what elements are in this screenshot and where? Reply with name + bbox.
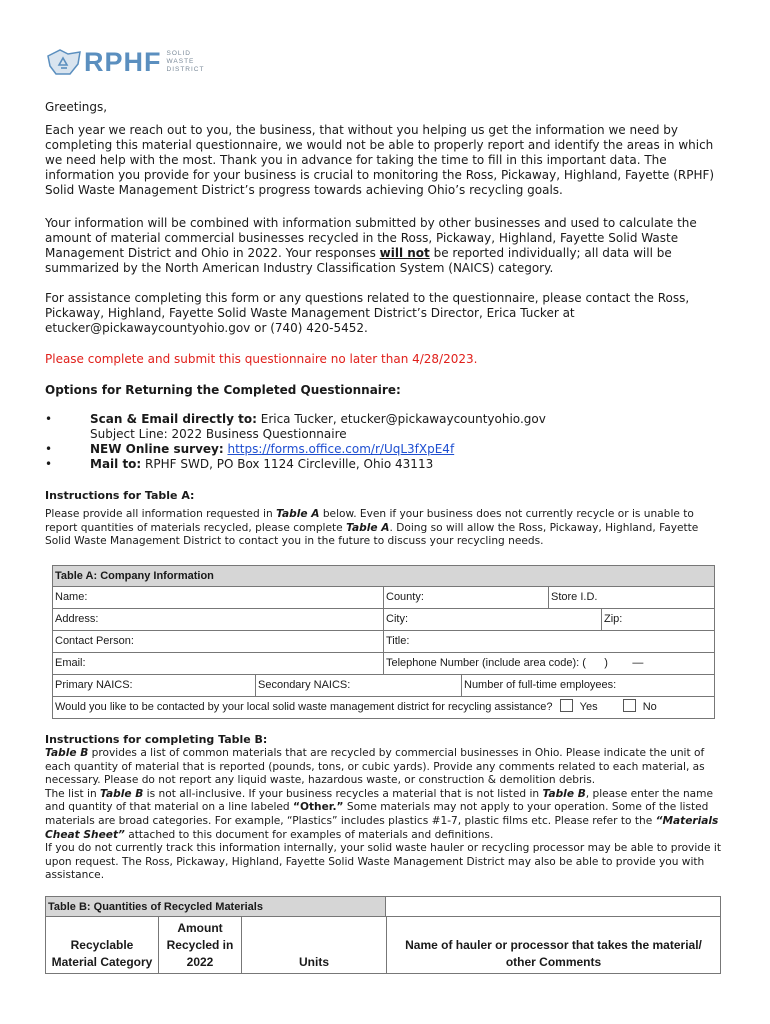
list-item: Subject Line: 2022 Business Questionnaire (90, 427, 347, 441)
deadline-notice: Please complete and submit this questionnaire no later than 4/28/2023. (45, 352, 478, 366)
list-item: • Scan & Email directly to: Erica Tucker, etucker@pickawaycountyohio.gov (45, 412, 546, 426)
instructions-b-text: Table B provides a list of common materials that are recycled by commercial businesses in Ohio. Please indicate the unit of each quantity of material that is reported (pounds, tons, or cubic yards). Provide any comments related to each material, as necessary. Please do not report any liquid waste, hazardous waste, or construction & demolition debris. The list in Table B is not all-inclusive. If your business recycles a material that is not listed in Table B, please enter the name and quantity of that material on a line labeled “Other.” Some materials may not apply to your operation. Some of the listed materials are broad categories. For example, “Plastics” includes plastics #1-7, plastic films etc. Please refer to the “Materials Cheat Sheet” attached to this document for examples of materials and definitions. If you do not currently track this information internally, your solid waste hauler or recycling processor may be able to provide it upon request. The Ross, Pickaway, Highland, Fayette Solid Waste Management District may also be able to provide you with assistance. (45, 747, 721, 882)
return-options-list (45, 412, 546, 472)
instructions-a-heading: Instructions for Table A: (45, 489, 195, 502)
primary-naics-field[interactable]: Primary NAICS: (55, 679, 133, 691)
county-field[interactable]: County: (383, 587, 548, 608)
secondary-naics-field[interactable]: Secondary NAICS: (255, 675, 461, 696)
col-units: Units (241, 917, 386, 973)
district-logo (46, 46, 204, 78)
col-hauler-comments: Name of hauler or processor that takes the material/ other Comments (386, 917, 720, 973)
table-b-title: Table B: Quantities of Recycled Materials (46, 897, 386, 917)
contact-person-field[interactable]: Contact Person: (55, 635, 134, 647)
table-row (53, 697, 714, 718)
no-checkbox[interactable] (623, 699, 636, 712)
no-label: No (642, 701, 657, 713)
intro-paragraph: Each year we reach out to you, the business, that without you helping us get the information we need by completing this material questionnaire, we would not be able to properly report and identify the areas in which we need help with the most. Thank you in advance for taking the time to fill in this important data. The information you provide for your business is crucial to monitoring the Ross, Pickaway, Highland, Fayette (RPHF) Solid Waste Management District’s progress towards achieving Ohio’s recycling goals. (45, 123, 715, 197)
telephone-field[interactable]: Telephone Number (include area code): ( ) — (383, 653, 714, 674)
name-field[interactable]: Name: (55, 591, 88, 603)
city-field[interactable]: City: (383, 609, 601, 630)
options-heading: Options for Returning the Completed Questionnaire: (45, 383, 401, 397)
store-id-field[interactable]: Store I.D. (548, 587, 714, 608)
table-b-header-row (46, 917, 720, 973)
greeting: Greetings, (45, 100, 108, 114)
address-field[interactable]: Address: (55, 613, 99, 625)
table-row (53, 675, 714, 697)
table-row (53, 631, 714, 653)
table-row (53, 587, 714, 609)
data-use-paragraph: Your information will be combined with information submitted by other businesses and used to calculate the amount of material commercial businesses recycled in the Ross, Pickaway, Highland, Fayette Solid Waste Management District and Ohio in 2022. Your responses will not be reported individually; all data will be summarized by the North American Industry Classification System (NAICS) category. (45, 216, 697, 275)
instructions-a-text: Please provide all information requested in Table A below. Even if your business does not currently recycle or is unable to report quantities of materials recycled, please complete Table A. Doing so will allow the Ross, Pickaway, Highland, Fayette Solid Waste Management District to contact you in the future to discuss your recycling needs. (45, 508, 699, 548)
table-a-title: Table A: Company Information (53, 566, 714, 587)
list-item: • Mail to: RPHF SWD, PO Box 1124 Circleville, Ohio 43113 (45, 457, 434, 471)
zip-field[interactable]: Zip: (601, 609, 714, 630)
col-material-category: Recyclable Material Category (51, 938, 153, 969)
table-row (53, 653, 714, 675)
logo-subtitle: SOLID WASTE DISTRICT (166, 50, 205, 73)
instructions-b-heading: Instructions for completing Table B: (45, 733, 268, 746)
table-b-recycled-materials (45, 896, 721, 974)
col-amount-recycled: Amount Recycled in 2022 (158, 917, 241, 973)
recycle-logo-icon (46, 46, 82, 78)
will-not-emphasis: will not (379, 246, 430, 260)
yes-checkbox[interactable] (560, 699, 573, 712)
list-item: • NEW Online survey: https://forms.office.com/r/UqL3fXpE4f (45, 442, 455, 456)
employees-field[interactable]: Number of full-time employees: (461, 675, 714, 696)
title-field[interactable]: Title: (383, 631, 714, 652)
survey-link[interactable]: https://forms.office.com/r/UqL3fXpE4f (227, 442, 455, 456)
yes-label: Yes (579, 701, 598, 713)
table-row (53, 609, 714, 631)
table-a-company-info (52, 565, 715, 719)
contact-assistance-question: Would you like to be contacted by your local solid waste management district for recycling assistance? Yes No (55, 701, 657, 713)
assistance-paragraph: For assistance completing this form or any questions related to the questionnaire, please contact the Ross, Pickaway, Highland, Fayette Solid Waste Management District’s Director, Erica Tucker at etucker@pickawaycountyohio.gov or (740) 420-5452. (45, 291, 690, 335)
logo-wordmark: RPHF (84, 46, 162, 77)
email-field[interactable]: Email: (55, 657, 86, 669)
